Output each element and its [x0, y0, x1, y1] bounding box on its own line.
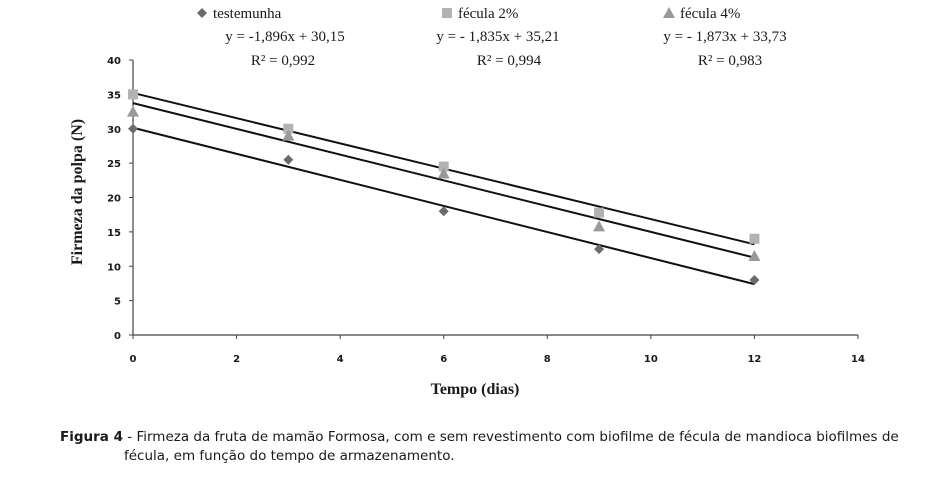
- point-diamond: [128, 124, 138, 134]
- trend-line-diamond: [133, 128, 754, 284]
- x-tick-label: 4: [336, 354, 344, 365]
- caption-text: - Firmeza da fruta de mamão Formosa, com e sem revestimento com biofilme de fécula de mandioca biofilmes de: [123, 429, 899, 445]
- x-tick-label: 8: [543, 354, 551, 365]
- y-tick-label: 10: [107, 262, 121, 274]
- trend-equation: y = - 1,873x + 33,73: [663, 29, 787, 45]
- figure-caption: [60, 428, 930, 466]
- y-tick-label: 35: [107, 90, 121, 102]
- y-tick-label: 0: [114, 331, 121, 342]
- point-triangle: [593, 220, 605, 231]
- x-tick-label: 0: [129, 354, 137, 365]
- trend-line-triangle: [133, 103, 754, 258]
- y-tick-label: 5: [114, 296, 121, 308]
- legend-marker-square: [442, 8, 452, 18]
- legend-marker-diamond: [197, 8, 207, 18]
- legend-marker-triangle: [663, 7, 675, 18]
- y-tick-label: 40: [107, 56, 121, 67]
- trend-equation: y = - 1,835x + 35,21: [436, 29, 560, 45]
- r-squared-label: R² = 0,994: [476, 53, 542, 69]
- legend-label: fécula 2%: [458, 6, 519, 22]
- point-triangle: [748, 250, 760, 261]
- x-tick-label: 10: [643, 354, 658, 365]
- y-tick-label: 20: [107, 193, 121, 205]
- legend-label: fécula 4%: [680, 6, 741, 22]
- x-axis-label: Tempo (dias): [430, 381, 520, 398]
- r-squared-label: R² = 0,992: [250, 53, 316, 69]
- x-tick-label: 14: [851, 354, 865, 365]
- r-squared-label: R² = 0,983: [697, 53, 763, 69]
- point-triangle: [127, 106, 139, 117]
- x-tick-label: 12: [747, 354, 762, 365]
- legend: [197, 6, 787, 69]
- y-tick-label: 15: [107, 227, 121, 239]
- caption-label: Figura 4: [60, 429, 123, 445]
- caption-text-line2: fécula, em função do tempo de armazenamento.: [124, 448, 455, 464]
- point-diamond: [283, 155, 293, 165]
- point-square: [594, 208, 604, 218]
- point-square: [128, 89, 138, 99]
- point-square: [749, 234, 759, 244]
- data-points: [127, 89, 760, 285]
- y-tick-label: 30: [107, 124, 121, 136]
- trend-lines: [133, 93, 754, 284]
- trend-equation: y = -1,896x + 30,15: [225, 29, 345, 45]
- legend-label: testemunha: [213, 6, 282, 22]
- x-tick-label: 2: [233, 354, 241, 365]
- y-axis-label: Firmeza da polpa (N): [69, 118, 86, 266]
- x-tick-label: 6: [440, 354, 448, 365]
- axes: [107, 56, 865, 365]
- y-tick-label: 25: [107, 159, 121, 171]
